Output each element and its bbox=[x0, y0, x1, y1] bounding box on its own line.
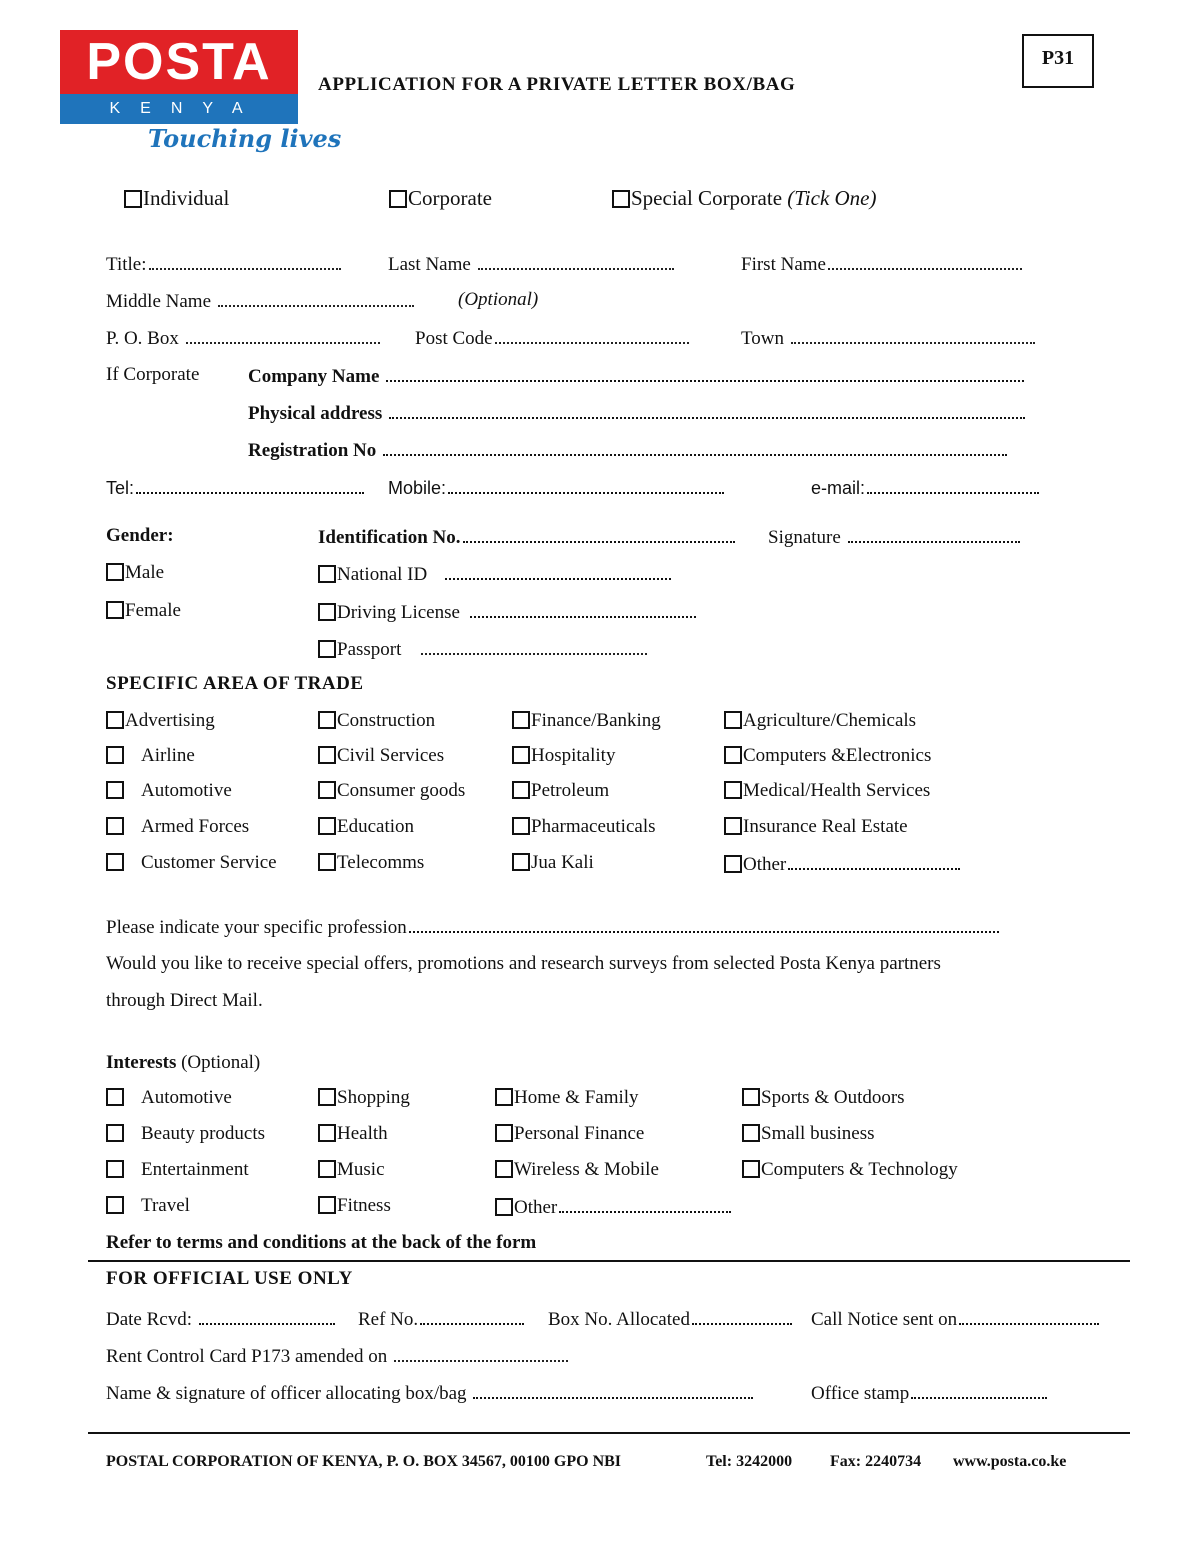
option-label: Health bbox=[337, 1123, 388, 1144]
form-title: APPLICATION FOR A PRIVATE LETTER BOX/BAG bbox=[318, 74, 796, 95]
trade-option[interactable] bbox=[318, 816, 414, 838]
field-label: Date Rcvd: bbox=[106, 1309, 193, 1330]
trade-option[interactable] bbox=[106, 745, 195, 767]
field-line[interactable] bbox=[386, 364, 1024, 382]
option-label: Other bbox=[514, 1197, 558, 1218]
field-line[interactable] bbox=[867, 476, 1039, 494]
field-label: Company Name bbox=[248, 366, 380, 387]
signature-field[interactable] bbox=[768, 525, 1020, 549]
checkbox[interactable] bbox=[106, 1088, 124, 1106]
field-line[interactable] bbox=[470, 600, 696, 618]
field-line[interactable] bbox=[911, 1381, 1047, 1399]
gender-male[interactable] bbox=[106, 562, 164, 584]
checkbox[interactable] bbox=[724, 781, 742, 799]
checkbox[interactable] bbox=[106, 1160, 124, 1178]
mobile-field[interactable] bbox=[388, 476, 724, 499]
field-line[interactable] bbox=[218, 289, 414, 307]
checkbox[interactable] bbox=[318, 603, 336, 621]
checkbox[interactable] bbox=[106, 853, 124, 871]
option-label: Armed Forces bbox=[141, 816, 250, 837]
logo-blue-band bbox=[60, 94, 298, 124]
option-label: Corporate bbox=[408, 186, 492, 210]
checkbox[interactable] bbox=[724, 817, 742, 835]
checkbox[interactable] bbox=[318, 1196, 336, 1214]
footer-fax: Fax: 2240734 bbox=[830, 1453, 922, 1470]
field-label: First Name bbox=[741, 254, 826, 275]
trade-option[interactable] bbox=[106, 852, 277, 874]
posta-kenya-logo bbox=[60, 30, 342, 155]
option-label: Jua Kali bbox=[531, 852, 594, 873]
trade-option[interactable] bbox=[724, 710, 916, 732]
trade-option[interactable] bbox=[512, 852, 594, 874]
checkbox[interactable] bbox=[106, 1124, 124, 1142]
option-label: Home & Family bbox=[514, 1087, 639, 1108]
profession-field[interactable] bbox=[106, 915, 999, 939]
official-heading: FOR OFFICIAL USE ONLY bbox=[106, 1268, 353, 1289]
call-notice-field[interactable] bbox=[811, 1307, 1099, 1331]
option-label: Automotive bbox=[141, 780, 232, 801]
interest-option[interactable] bbox=[106, 1123, 265, 1145]
divider bbox=[88, 1260, 1130, 1262]
checkbox[interactable] bbox=[742, 1088, 760, 1106]
field-line[interactable] bbox=[394, 1344, 568, 1362]
identification-no-field[interactable] bbox=[318, 525, 735, 549]
trade-option[interactable] bbox=[318, 780, 465, 802]
option-label: Agriculture/Chemicals bbox=[743, 710, 917, 731]
physical-address-field[interactable] bbox=[248, 401, 1025, 425]
checkbox[interactable] bbox=[318, 817, 336, 835]
interest-option[interactable] bbox=[106, 1087, 232, 1109]
option-label: Beauty products bbox=[141, 1123, 266, 1144]
checkbox[interactable] bbox=[318, 1160, 336, 1178]
field-line[interactable] bbox=[383, 438, 1007, 456]
checkbox[interactable] bbox=[495, 1088, 513, 1106]
interest-option[interactable] bbox=[495, 1123, 644, 1145]
heading-text: Interests bbox=[106, 1052, 177, 1073]
trade-option[interactable] bbox=[106, 710, 215, 732]
field-label: Rent Control Card P173 amended on bbox=[106, 1346, 388, 1367]
middle-name-field[interactable] bbox=[106, 289, 414, 313]
form-code-box bbox=[1022, 34, 1094, 88]
terms-note: Refer to terms and conditions at the back of the form bbox=[106, 1232, 537, 1253]
field-line[interactable] bbox=[959, 1307, 1099, 1325]
first-name-field[interactable] bbox=[741, 252, 1022, 276]
option-label: Education bbox=[337, 816, 415, 837]
field-line[interactable] bbox=[149, 252, 341, 270]
field-line[interactable] bbox=[421, 637, 647, 655]
field-line[interactable] bbox=[445, 562, 671, 580]
offers-line-1: Would you like to receive special offers, promotions and research surveys from selected Posta Kenya partners bbox=[106, 953, 941, 974]
field-line[interactable] bbox=[448, 476, 724, 494]
option-label: Sports & Outdoors bbox=[761, 1087, 905, 1108]
option-label: National ID bbox=[337, 564, 428, 585]
option-label: Customer Service bbox=[141, 852, 277, 873]
trade-option-other[interactable] bbox=[724, 852, 960, 876]
trade-option[interactable] bbox=[512, 745, 615, 767]
field-line[interactable] bbox=[495, 326, 689, 344]
middle-name-optional: (Optional) bbox=[458, 289, 539, 310]
option-label: Petroleum bbox=[531, 780, 610, 801]
option-label: Music bbox=[337, 1159, 385, 1180]
checkbox[interactable] bbox=[512, 853, 530, 871]
option-label: Computers &Electronics bbox=[743, 745, 932, 766]
field-line[interactable] bbox=[692, 1307, 792, 1325]
field-label: Ref No. bbox=[358, 1309, 419, 1330]
po-box-field[interactable] bbox=[106, 326, 380, 350]
field-label: Box No. Allocated bbox=[548, 1309, 690, 1330]
gender-label: Gender: bbox=[106, 525, 174, 546]
checkbox[interactable] bbox=[318, 711, 336, 729]
option-label: Special Corporate bbox=[631, 186, 783, 210]
option-label: Personal Finance bbox=[514, 1123, 645, 1144]
field-line[interactable] bbox=[559, 1195, 731, 1213]
trade-option[interactable] bbox=[106, 816, 249, 838]
option-label: Construction bbox=[337, 710, 436, 731]
trade-option[interactable] bbox=[318, 710, 435, 732]
trade-option[interactable] bbox=[512, 816, 656, 838]
option-label: Computers & Technology bbox=[761, 1159, 958, 1180]
interest-option[interactable] bbox=[495, 1159, 659, 1181]
option-label: Passport bbox=[337, 639, 402, 660]
field-line[interactable] bbox=[136, 476, 364, 494]
field-label: e-mail: bbox=[811, 478, 866, 498]
logo-tagline: Touching lives bbox=[148, 124, 342, 153]
officer-field[interactable] bbox=[106, 1381, 753, 1405]
interest-option[interactable] bbox=[318, 1123, 388, 1145]
field-label: P. O. Box bbox=[106, 328, 179, 349]
option-label: Male bbox=[125, 562, 165, 583]
option-label: Insurance Real Estate bbox=[743, 816, 908, 837]
option-label: Entertainment bbox=[141, 1159, 249, 1180]
field-label: Please indicate your specific profession bbox=[106, 917, 407, 938]
field-label: Name & signature of officer allocating box/bag bbox=[106, 1383, 467, 1404]
title-field[interactable] bbox=[106, 252, 341, 276]
checkbox[interactable] bbox=[106, 817, 124, 835]
last-name-field[interactable] bbox=[388, 252, 674, 276]
checkbox[interactable] bbox=[106, 711, 124, 729]
offers-line-2: through Direct Mail. bbox=[106, 990, 263, 1011]
field-line[interactable] bbox=[848, 525, 1020, 543]
checkbox[interactable] bbox=[742, 1160, 760, 1178]
id-driving-license[interactable] bbox=[318, 600, 696, 624]
checkbox[interactable] bbox=[106, 563, 124, 581]
option-label: Travel bbox=[141, 1195, 190, 1216]
interest-option[interactable] bbox=[106, 1195, 190, 1217]
trade-option[interactable] bbox=[724, 816, 908, 838]
option-label: Telecomms bbox=[337, 852, 425, 873]
post-code-field[interactable] bbox=[415, 326, 689, 350]
email-field[interactable] bbox=[811, 476, 1039, 499]
checkbox[interactable] bbox=[106, 1196, 124, 1214]
option-label: Airline bbox=[141, 745, 195, 766]
field-line[interactable] bbox=[186, 326, 380, 344]
trade-option[interactable] bbox=[724, 780, 930, 802]
interest-option[interactable] bbox=[318, 1195, 391, 1217]
field-label: Identification No. bbox=[318, 527, 461, 548]
checkbox[interactable] bbox=[512, 817, 530, 835]
divider bbox=[88, 1432, 1130, 1434]
checkbox[interactable] bbox=[512, 711, 530, 729]
checkbox[interactable] bbox=[318, 781, 336, 799]
checkbox[interactable] bbox=[495, 1124, 513, 1142]
interest-option[interactable] bbox=[106, 1159, 249, 1181]
field-label: Office stamp bbox=[811, 1383, 910, 1404]
field-line[interactable] bbox=[199, 1307, 335, 1325]
option-label: Fitness bbox=[337, 1195, 391, 1216]
interest-option[interactable] bbox=[318, 1087, 410, 1109]
checkbox[interactable] bbox=[106, 781, 124, 799]
option-label: Automotive bbox=[141, 1087, 232, 1108]
checkbox[interactable] bbox=[318, 1124, 336, 1142]
checkbox[interactable] bbox=[389, 190, 407, 208]
checkbox[interactable] bbox=[495, 1160, 513, 1178]
registration-no-field[interactable] bbox=[248, 438, 1007, 462]
checkbox[interactable] bbox=[495, 1198, 513, 1216]
option-label: Individual bbox=[143, 186, 230, 210]
if-corporate-label: If Corporate bbox=[106, 364, 200, 385]
trade-option[interactable] bbox=[318, 852, 424, 874]
trade-option[interactable] bbox=[318, 745, 444, 767]
option-label: Small business bbox=[761, 1123, 875, 1144]
option-label: Pharmaceuticals bbox=[531, 816, 656, 837]
box-allocated-field[interactable] bbox=[548, 1307, 792, 1331]
checkbox[interactable] bbox=[124, 190, 142, 208]
checkbox[interactable] bbox=[512, 781, 530, 799]
option-special-corporate[interactable] bbox=[612, 187, 877, 209]
field-line[interactable] bbox=[473, 1381, 753, 1399]
office-stamp-field[interactable] bbox=[811, 1381, 1047, 1405]
checkbox[interactable] bbox=[318, 746, 336, 764]
field-label: Title: bbox=[106, 254, 147, 275]
trade-option[interactable] bbox=[724, 745, 931, 767]
checkbox[interactable] bbox=[318, 565, 336, 583]
interest-option[interactable] bbox=[742, 1087, 905, 1109]
tel-field[interactable] bbox=[106, 476, 364, 499]
field-label: Physical address bbox=[248, 403, 383, 424]
option-label: Consumer goods bbox=[337, 780, 466, 801]
option-label: Advertising bbox=[125, 710, 215, 731]
tick-one-hint: (Tick One) bbox=[787, 186, 877, 210]
field-label: Signature bbox=[768, 527, 841, 548]
date-rcvd-field[interactable] bbox=[106, 1307, 335, 1331]
field-line[interactable] bbox=[828, 252, 1022, 270]
interests-heading bbox=[106, 1052, 260, 1074]
option-corporate[interactable] bbox=[389, 187, 492, 209]
field-line[interactable] bbox=[791, 326, 1035, 344]
form-code: P31 bbox=[1041, 47, 1075, 69]
checkbox[interactable] bbox=[106, 746, 124, 764]
field-label: Call Notice sent on bbox=[811, 1309, 958, 1330]
option-individual[interactable] bbox=[124, 187, 229, 209]
option-label: Hospitality bbox=[531, 745, 616, 766]
checkbox[interactable] bbox=[742, 1124, 760, 1142]
interest-option[interactable] bbox=[742, 1159, 958, 1181]
option-label: Finance/Banking bbox=[531, 710, 661, 731]
interest-option-other[interactable] bbox=[495, 1195, 731, 1219]
footer-website[interactable]: www.posta.co.ke bbox=[953, 1453, 1067, 1470]
rent-card-field[interactable] bbox=[106, 1344, 568, 1368]
checkbox[interactable] bbox=[106, 601, 124, 619]
checkbox[interactable] bbox=[318, 853, 336, 871]
gender-female[interactable] bbox=[106, 600, 181, 622]
field-line[interactable] bbox=[788, 852, 960, 870]
field-label: Mobile: bbox=[388, 478, 447, 498]
field-label: Last Name bbox=[388, 254, 471, 275]
field-label: Middle Name bbox=[106, 291, 212, 312]
field-label: Town bbox=[741, 328, 785, 349]
interest-option[interactable] bbox=[495, 1087, 639, 1109]
option-label: Female bbox=[125, 600, 181, 621]
option-label: Civil Services bbox=[337, 745, 445, 766]
option-label: Shopping bbox=[337, 1087, 410, 1108]
footer-tel: Tel: 3242000 bbox=[706, 1453, 793, 1470]
id-national-id[interactable] bbox=[318, 562, 671, 586]
checkbox[interactable] bbox=[724, 711, 742, 729]
option-label: Wireless & Mobile bbox=[514, 1159, 659, 1180]
field-label: Registration No bbox=[248, 440, 377, 461]
field-line[interactable] bbox=[478, 252, 674, 270]
checkbox[interactable] bbox=[612, 190, 630, 208]
checkbox[interactable] bbox=[724, 855, 742, 873]
checkbox[interactable] bbox=[318, 1088, 336, 1106]
interest-option[interactable] bbox=[318, 1159, 385, 1181]
field-line[interactable] bbox=[409, 915, 999, 933]
ref-no-field[interactable] bbox=[358, 1307, 524, 1331]
checkbox[interactable] bbox=[318, 640, 336, 658]
logo-brand: POSTA bbox=[86, 33, 272, 91]
trade-option[interactable] bbox=[512, 710, 661, 732]
footer-address: POSTAL CORPORATION OF KENYA, P. O. BOX 34567, 00100 GPO NBI bbox=[106, 1453, 622, 1470]
optional-text: (Optional) bbox=[181, 1052, 261, 1073]
checkbox[interactable] bbox=[512, 746, 530, 764]
option-label: Driving License bbox=[337, 602, 460, 623]
option-label: Medical/Health Services bbox=[743, 780, 931, 801]
id-passport[interactable] bbox=[318, 637, 647, 661]
logo-red-band bbox=[60, 30, 298, 94]
field-line[interactable] bbox=[463, 525, 735, 543]
trade-option[interactable] bbox=[512, 780, 609, 802]
field-line[interactable] bbox=[420, 1307, 524, 1325]
trade-heading: SPECIFIC AREA OF TRADE bbox=[106, 673, 364, 694]
company-name-field[interactable] bbox=[248, 364, 1024, 388]
interest-option[interactable] bbox=[742, 1123, 874, 1145]
trade-option[interactable] bbox=[106, 780, 232, 802]
option-label: Other bbox=[743, 854, 787, 875]
checkbox[interactable] bbox=[724, 746, 742, 764]
logo-country: KENYA bbox=[109, 100, 263, 117]
field-label: Tel: bbox=[106, 478, 135, 498]
town-field[interactable] bbox=[741, 326, 1035, 350]
field-line[interactable] bbox=[389, 401, 1025, 419]
field-label: Post Code bbox=[415, 328, 493, 349]
